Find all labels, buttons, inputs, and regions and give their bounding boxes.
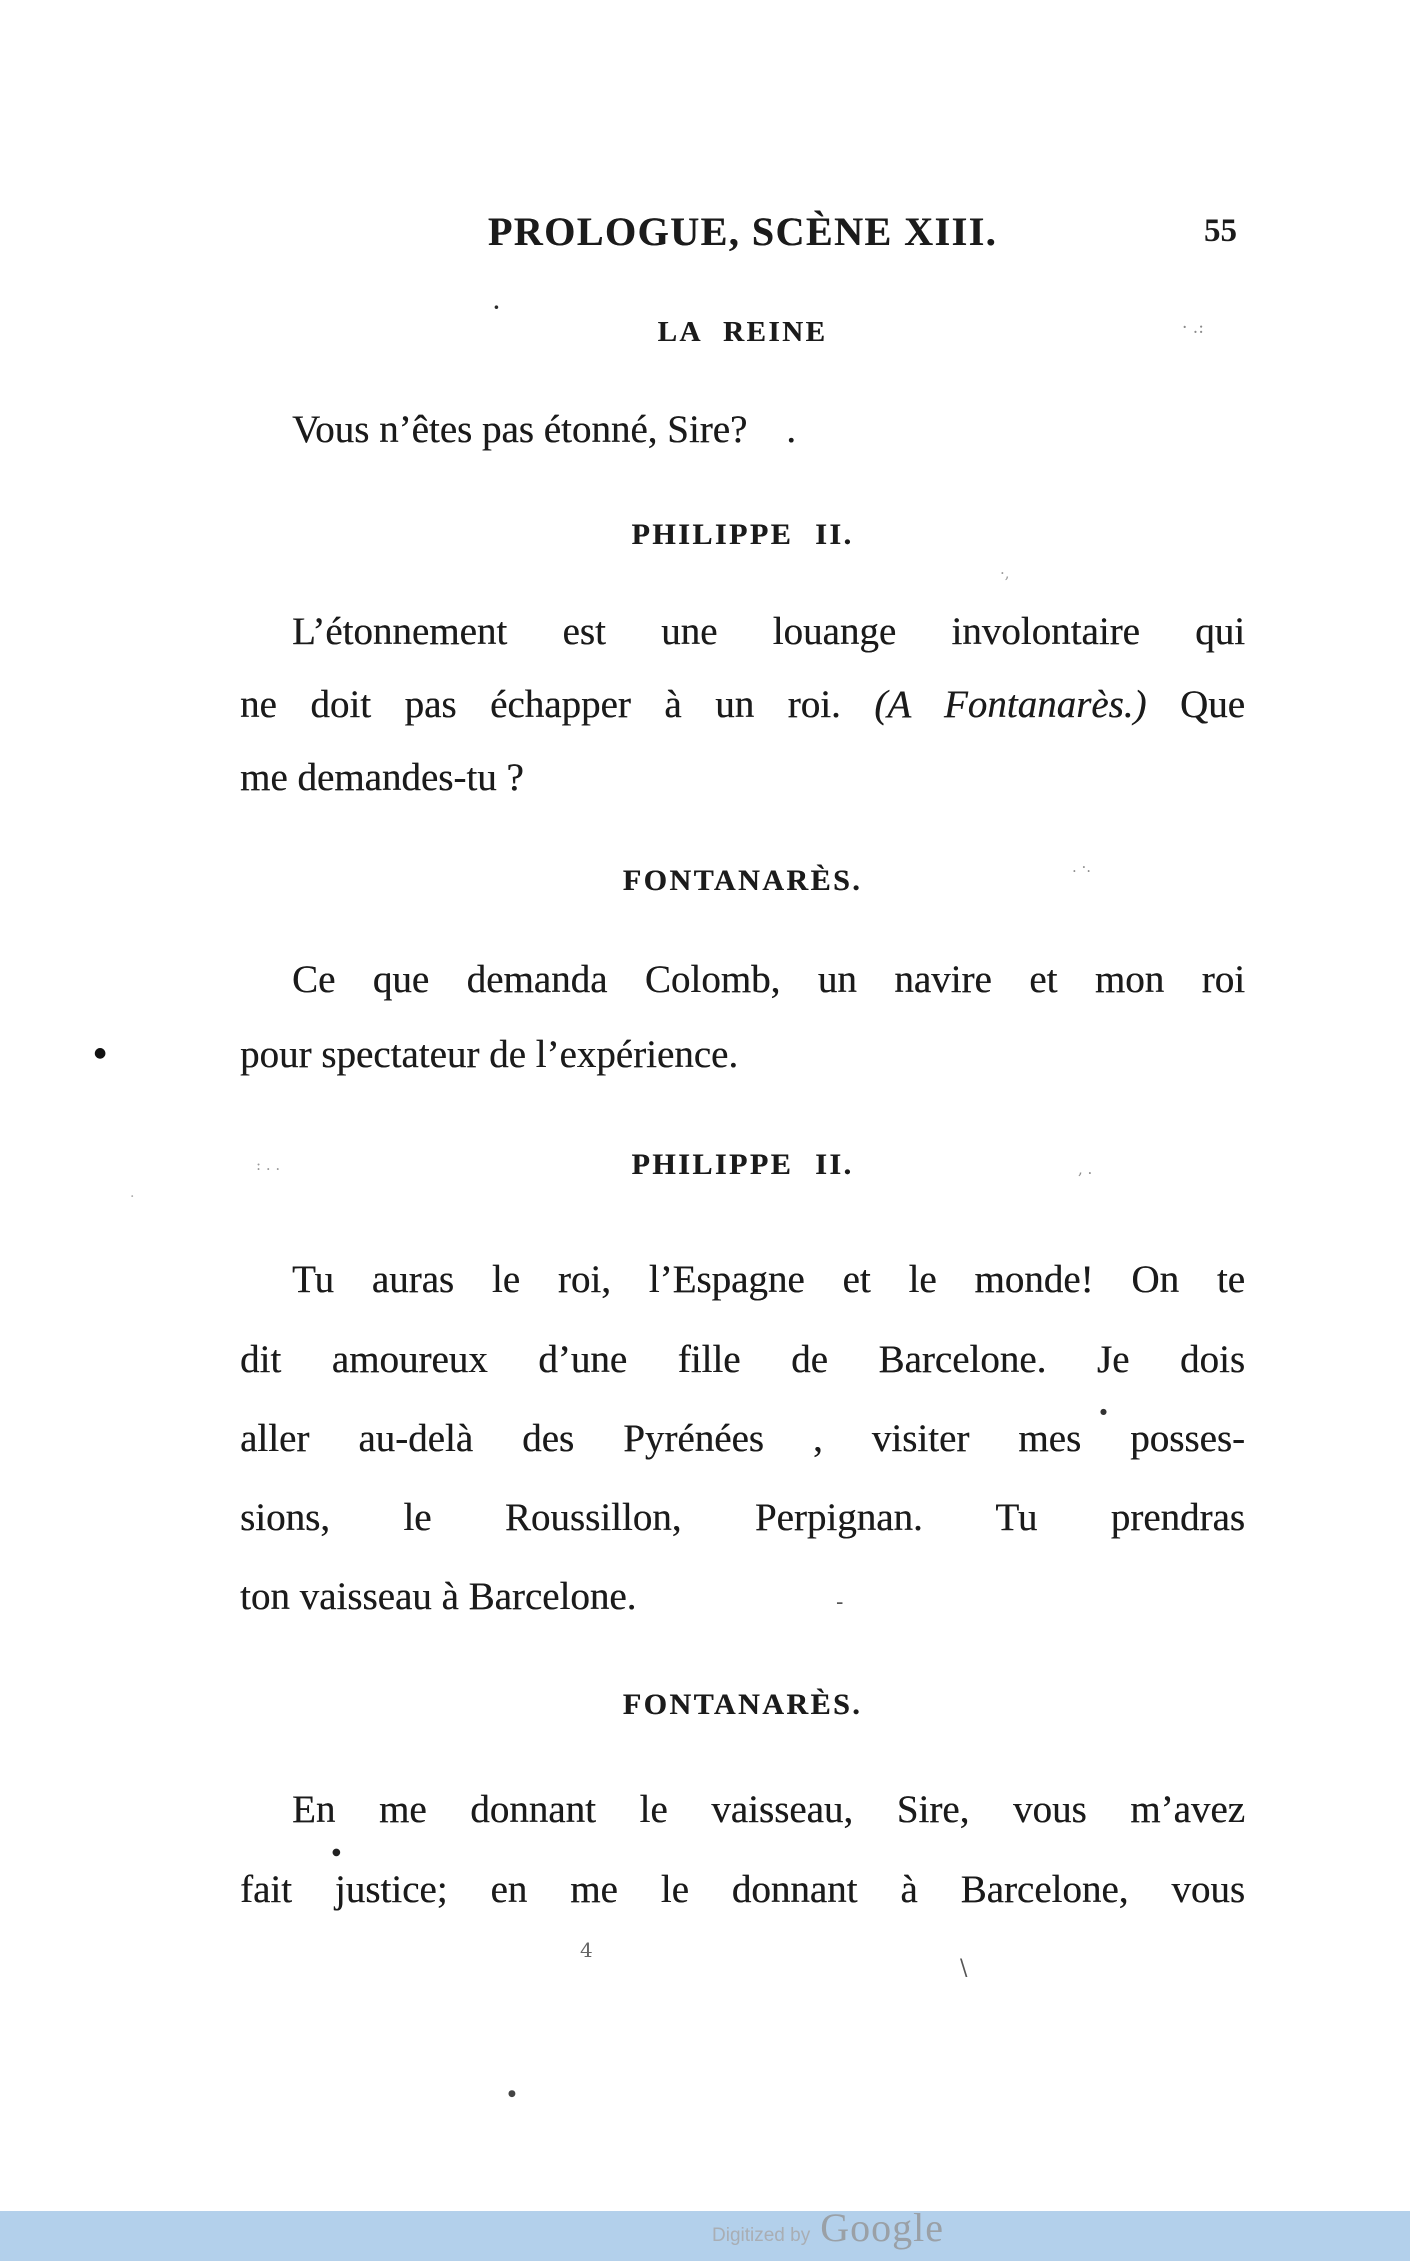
scan-artifact: ● (94, 1045, 107, 1061)
page-number: 55 (1204, 213, 1237, 249)
dialogue-line: Vous n’êtes pas étonné, Sire? . (292, 408, 797, 451)
speaker-fontanares-1: FONTANARÈS. (622, 864, 863, 897)
google-logo: Google (820, 2205, 944, 2250)
scan-artifact: ● (1100, 1407, 1107, 1416)
scan-artifact: , . (1078, 1160, 1093, 1178)
running-header: PROLOGUE, SCÈNE XIII. (487, 209, 998, 254)
dialogue-line: L’étonnement est une louange involontaire qui (292, 610, 1245, 653)
scan-artifact: - (836, 1590, 844, 1615)
dialogue-segment: Que (1146, 683, 1245, 726)
scan-artifact: ● (508, 2089, 516, 2099)
speaker-philippe-ii-2: PHILIPPE II. (631, 1148, 854, 1181)
scan-artifact: \ (960, 1956, 968, 1981)
dialogue-line: Ce que demanda Colomb, un navire et mon roi (292, 958, 1245, 1001)
dialogue-line: aller au-delà des Pyrénées , visiter mes posses- (240, 1417, 1245, 1460)
dialogue-line: ton vaisseau à Barcelone. (240, 1575, 637, 1618)
scan-artifact: ● (332, 1847, 341, 1858)
dialogue-line: me demandes-tu ? (240, 756, 524, 799)
dialogue-line: En me donnant le vaisseau, Sire, vous m’avez (292, 1788, 1245, 1831)
watermark-prefix: Digitized by (712, 2225, 811, 2246)
scan-artifact: · (492, 291, 501, 324)
stage-direction: (A Fontanarès.) (874, 683, 1147, 726)
dialogue-line: sions, le Roussillon, Perpignan. Tu prendras (240, 1496, 1245, 1539)
scan-artifact: . ·. (1072, 858, 1092, 876)
dialogue-line: dit amoureux d’une fille de Barcelone. Je dois (240, 1338, 1245, 1381)
scan-artifact: 4 (580, 1938, 593, 1962)
dialogue-line: fait justice; en me le donnant à Barcelone, vous (240, 1868, 1245, 1911)
scan-artifact: · (130, 1189, 135, 1205)
scan-artifact: · .: (1182, 318, 1204, 338)
google-watermark (712, 2204, 944, 2251)
dialogue-line: pour spectateur de l’expérience. (240, 1033, 739, 1076)
speaker-philippe-ii-1: PHILIPPE II. (631, 518, 854, 551)
speaker-fontanares-2: FONTANARÈS. (622, 1688, 863, 1721)
dialogue-line: Tu auras le roi, l’Espagne et le monde! On te (292, 1258, 1245, 1301)
dialogue-segment: ne doit pas échapper à un roi. (240, 683, 875, 726)
speaker-la-reine: LA REINE (657, 316, 828, 348)
dialogue-line (240, 679, 1245, 731)
scan-artifact: : . . (256, 1156, 281, 1174)
scan-artifact: ·, (1000, 564, 1010, 582)
text-block (240, 0, 1245, 2261)
scanner-bed-band (0, 2211, 1410, 2261)
